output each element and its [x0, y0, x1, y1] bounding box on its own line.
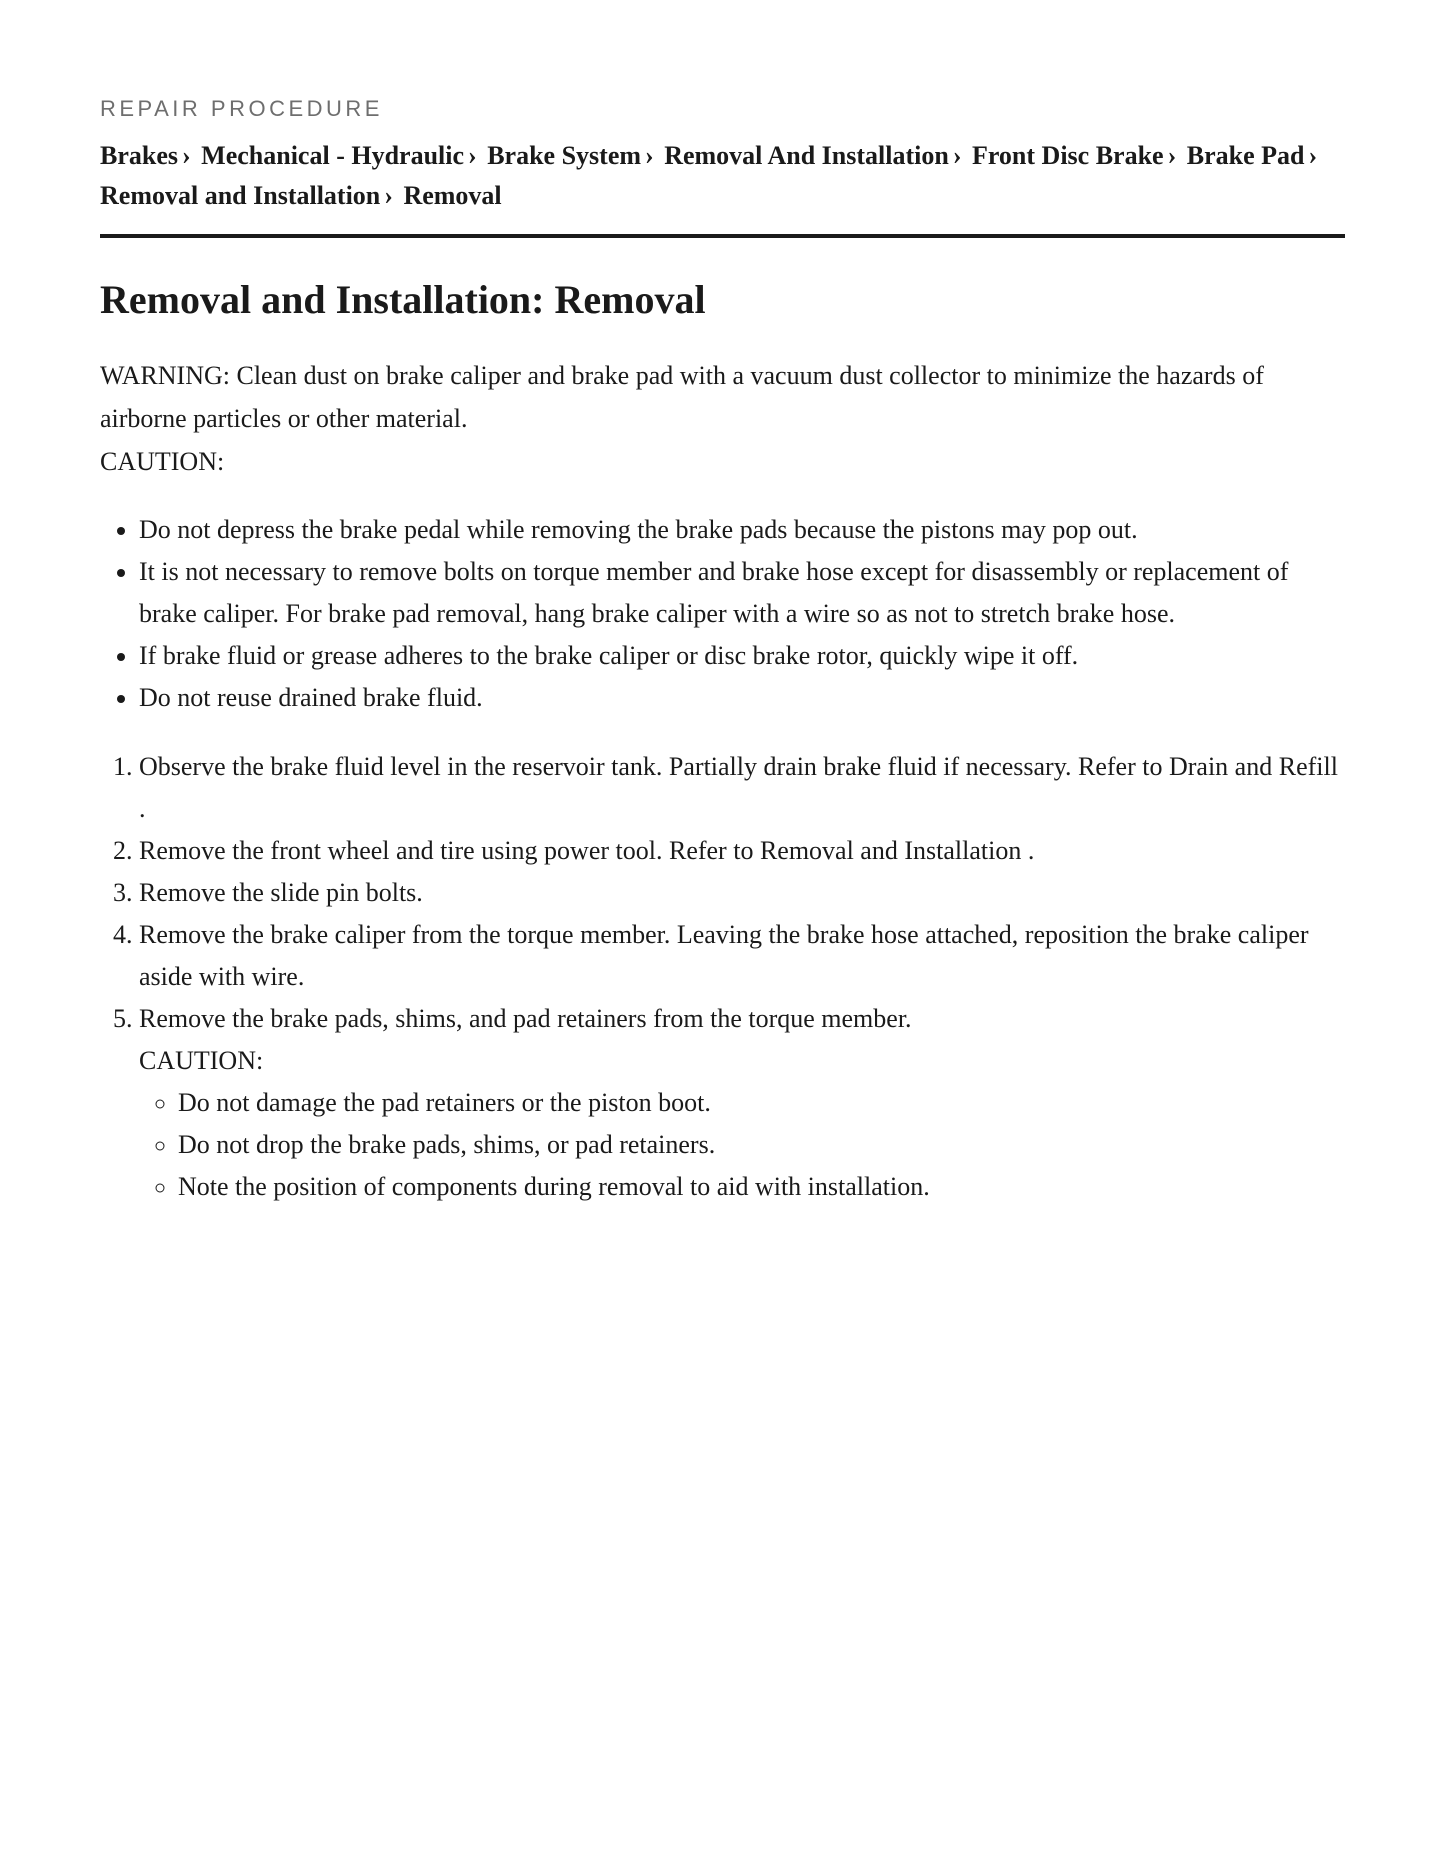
procedure-step [139, 998, 1345, 1208]
breadcrumb-item[interactable]: Brake System [487, 141, 642, 170]
breadcrumb-item[interactable]: Brakes [100, 141, 178, 170]
breadcrumb-item[interactable]: Removal And Installation [664, 141, 949, 170]
step-text: Remove the front wheel and tire using power tool. Refer to Removal and Installation . [139, 836, 1035, 865]
breadcrumb-separator: › [468, 141, 477, 170]
breadcrumb-separator: › [1167, 141, 1177, 170]
breadcrumb-separator: › [384, 181, 393, 210]
step-caution-item: ◦ Do not damage the pad retainers or the piston boot. [178, 1082, 1345, 1124]
step-caution-item: ◦ Do not drop the brake pads, shims, or pad retainers. [178, 1124, 1345, 1166]
breadcrumb-item[interactable]: Front Disc Brake [971, 141, 1164, 170]
warning-text: WARNING: Clean dust on brake caliper and brake pad with a vacuum dust collector to minimize the hazards of airborne particles or other material. [100, 361, 1264, 433]
procedure-steps [100, 746, 1345, 1208]
doc-type-label: REPAIR PROCEDURE [100, 96, 383, 121]
breadcrumb-separator: › [645, 141, 654, 170]
breadcrumb-separator: › [182, 141, 191, 170]
breadcrumb [100, 136, 1345, 238]
step-text: Remove the brake caliper from the torque member. Leaving the brake hose attached, reposition the brake caliper aside with wire. [139, 920, 1309, 991]
page-title: Removal and Installation: Removal [100, 277, 706, 322]
breadcrumb-separator: › [952, 141, 962, 170]
caution-item: • Do not reuse drained brake fluid. [139, 677, 1345, 719]
caution-list [100, 509, 1345, 719]
step-text: Observe the brake fluid level in the reservoir tank. Partially drain brake fluid if necessary. Refer to Drain and Refill . [139, 752, 1338, 823]
breadcrumb-separator: › [1308, 141, 1318, 170]
step-text: Remove the brake pads, shims, and pad retainers from the torque member. [139, 1004, 912, 1033]
breadcrumb-item[interactable]: Mechanical - Hydraulic [201, 141, 465, 170]
breadcrumb-current: Removal [403, 181, 502, 210]
caution-item: • Do not depress the brake pedal while removing the brake pads because the pistons may pop out. [139, 509, 1345, 551]
procedure-step [139, 746, 1345, 830]
step-caution-item: ◦ Note the position of components during removal to aid with installation. [178, 1166, 1345, 1208]
procedure-step [139, 830, 1345, 872]
breadcrumb-item[interactable]: Removal and Installation [100, 181, 381, 210]
procedure-step [139, 872, 1345, 914]
breadcrumb-item[interactable]: Brake Pad [1186, 141, 1305, 170]
step-text: Remove the slide pin bolts. [139, 878, 423, 907]
caution-label: CAUTION: [100, 447, 225, 476]
step-caution-label: CAUTION: [139, 1046, 264, 1075]
procedure-step [139, 914, 1345, 998]
caution-item: • It is not necessary to remove bolts on torque member and brake hose except for disassembly or replacement of brake caliper. For brake pad removal, hang brake caliper with a wire so as not to stretch brake hose. [139, 551, 1345, 635]
caution-item: • If brake fluid or grease adheres to the brake caliper or disc brake rotor, quickly wipe it off. [139, 635, 1345, 677]
step-caution-list [139, 1082, 1345, 1208]
